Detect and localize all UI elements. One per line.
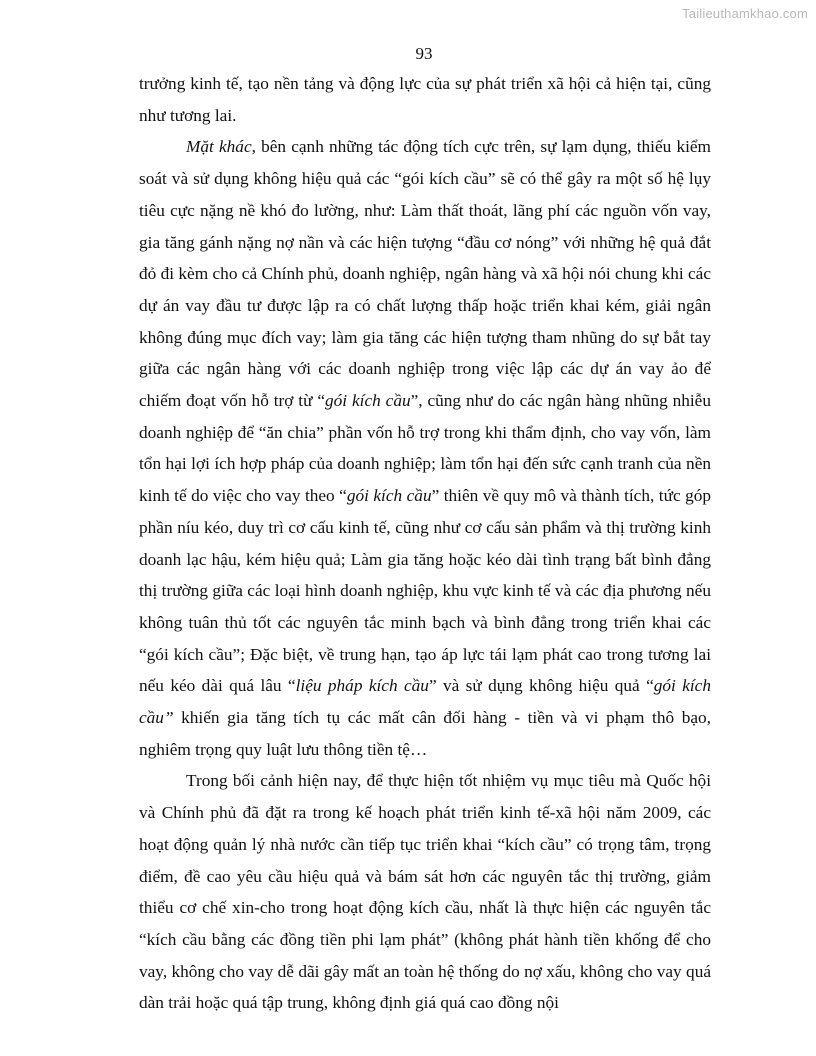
paragraph-boi-canh: Trong bối cảnh hiện nay, để thực hiện tốt nhiệm vụ mục tiêu mà Quốc hội và Chính phủ đã đặt ra trong kế hoạch phát triển kinh tế-xã hội năm 2009, các hoạt động quản lý nhà nước cần tiếp tục triển khai “kích cầu” có trọng tâm, trọng điểm, đề cao yêu cầu hiệu quả và bám sát hơn các nguyên tắc thị trường, giảm thiểu cơ chế xin-cho trong hoạt động kích cầu, nhất là thực hiện các nguyên tắc “kích cầu bằng các đồng tiền phi lạm phát” (không phát hành tiền khống để cho vay, không cho vay dễ dãi gây mất an toàn hệ thống do nợ xấu, không cho vay quá dàn trải hoặc quá tập trung, không định giá quá cao đồng nội — [139, 771, 711, 1013]
text-segment: , bên cạnh những tác động tích cực trên, sự lạm dụng, thiếu kiểm soát và sử dụng không hiệu quả các “gói kích cầu” sẽ có thể gây ra một số hệ lụy tiêu cực nặng nề khó đo lường, như: Làm thất thoát, lãng phí các nguồn vốn vay, gia tăng gánh nặng nợ nần và các hiện tượng “đầu cơ nóng” với những hệ quả đắt đỏ đi kèm cho cả Chính phủ, doanh nghiệp, ngân hàng và xã hội nói chung khi các dự án vay đầu tư được lập ra có chất lượng thấp hoặc triển khai kém, giải ngân không đúng mục đích vay; làm gia tăng các hiện tượng tham nhũng do sự bắt tay giữa các ngân hàng với các doanh nghiệp trong việc lập các dự án vay ảo để chiếm đoạt vốn hỗ trợ từ “ — [139, 137, 712, 411]
italic-phrase: gói kích cầu” — [139, 676, 711, 728]
paragraph-mat-khac — [139, 131, 711, 765]
italic-phrase: liệu pháp kích cầu — [295, 676, 429, 696]
body-text — [139, 68, 711, 1019]
text-segment: ” thiên về quy mô và thành tích, tức góp phần níu kéo, duy trì cơ cấu kinh tế, cũng như cơ cấu sản phẩm và thị trường kinh doanh lạc hậu, kém hiệu quả; Làm gia tăng hoặc kéo dài tình trạng bất bình đẳng thị trường giữa các loại hình doanh nghiệp, khu vực kinh tế và các địa phương nếu không tuân thủ tốt các nguyên tắc minh bạch và bình đẳng trong triển khai các “gói kích cầu”; Đặc biệt, về trung hạn, tạo áp lực tái lạm phát cao trong tương lai nếu kéo dài quá lâu “ — [139, 486, 712, 696]
italic-phrase: Mặt khác — [186, 137, 252, 157]
watermark: Tailieuthamkhao.com — [682, 6, 808, 21]
page-number: 93 — [415, 44, 433, 63]
text-segment: khiến gia tăng tích tụ các mất cân đối hàng - tiền và vi phạm thô bạo, nghiêm trọng quy luật lưu thông tiền tệ… — [139, 708, 711, 759]
italic-phrase: gói kích cầu — [325, 391, 411, 411]
italic-phrase: gói kích cầu — [346, 486, 432, 506]
text-segment: ”, cũng như do các ngân hàng nhũng nhiễu doanh nghiệp để “ăn chia” phần vốn hỗ trợ trong khi thẩm định, cho vay vốn, làm tổn hại lợi ích hợp pháp của doanh nghiệp; làm tổn hại đến sức cạnh tranh của nền kinh tế do việc cho vay theo “ — [139, 391, 711, 506]
paragraph-continued: trưởng kinh tế, tạo nền tảng và động lực của sự phát triển xã hội cả hiện tại, cũng như tương lai. — [139, 74, 711, 125]
text-segment: ” và sử dụng không hiệu quả “ — [428, 676, 654, 696]
